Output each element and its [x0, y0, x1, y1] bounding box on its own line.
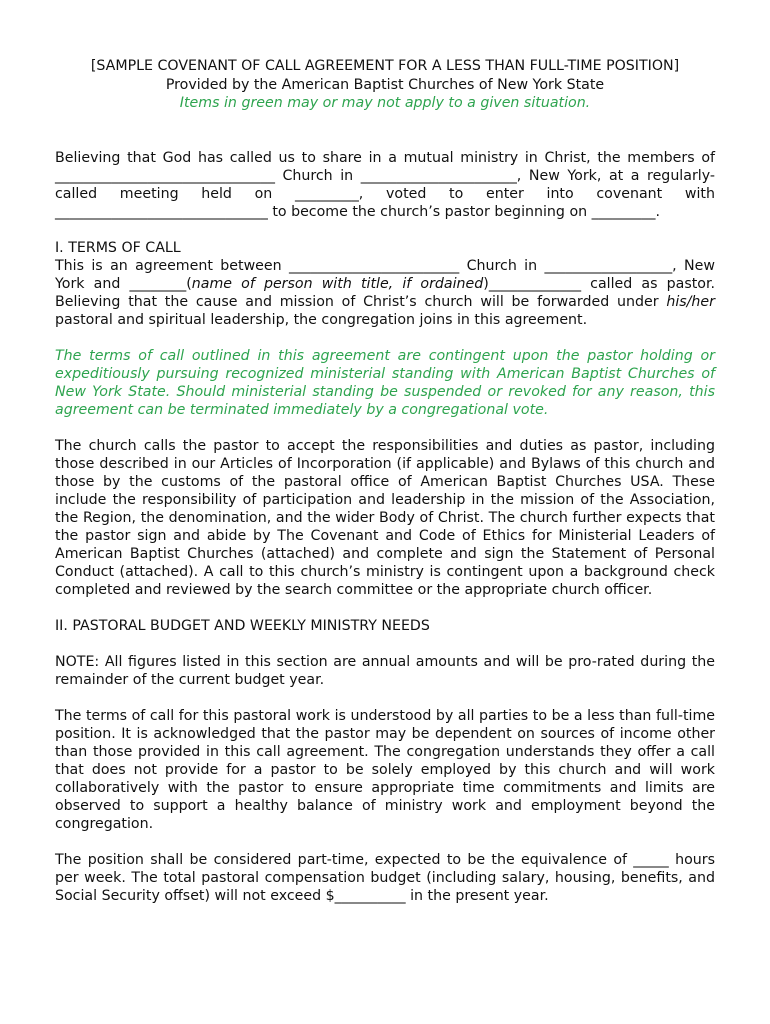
responsibilities-paragraph: The church calls the pastor to accept the responsibilities and duties as pastor, including those described in our Articles of Incorporation (if applicable) and Bylaws of this church and those by the customs of the pastoral office of American Baptist Churches USA. These include the responsibility of participation and leadership in the mission of the Association, the Region, the denomination, and the wider Body of Christ. The church further expects that the pastor sign and abide by The Covenant and Code of Ethics for Ministerial Leaders of American Baptist Churches (attached) and complete and sign the Statement of Personal Conduct (attached). A call to this church’s ministry is contingent upon a background check completed and reviewed by the search committee or the appropriate church officer. [55, 437, 715, 598]
section-heading-terms-of-call: I. TERMS OF CALL [55, 239, 181, 256]
document-header [55, 57, 715, 113]
compensation-paragraph: The position shall be considered part-time, expected to be the equivalence of _____ hours per week. The total pastoral compensation budget (including salary, housing, benefits, and Social Security offset) will not exceed $__________ in the present year. [55, 851, 715, 904]
document-provider: Provided by the American Baptist Churches of New York State [165, 76, 605, 93]
green-note: Items in green may or may not apply to a given situation. [179, 95, 591, 111]
agreement-text-a: This is an agreement between ________________________ Church in __________________, New York and ________( [55, 257, 715, 292]
agreement-italic-pronoun: his/her [666, 293, 715, 310]
document-title: [SAMPLE COVENANT OF CALL AGREEMENT FOR A LESS THAN FULL-TIME POSITION] [90, 58, 680, 74]
agreement-italic-name: name of person with title, if ordained [191, 275, 484, 292]
intro-paragraph: Believing that God has called us to share in a mutual ministry in Christ, the members of _______________________________ Church in ______________________, New York, at a regularly-called meeting held on _________, voted to enter into covenant with ______________________________ to become the church’s pastor beginning on _________. [55, 149, 715, 220]
part-time-terms-paragraph: The terms of call for this pastoral work is understood by all parties to be a less than full-time position. It is acknowledged that the pastor may be dependent on sources of income other than those provided in this call agreement. The congregation understands they offer a call that does not provide for a pastor to be solely employed by this church and will work collaboratively with the pastor to ensure appropriate time commitments and limits are observed to support a healthy balance of ministry work and employment beyond the congregation. [55, 707, 715, 832]
ministerial-standing-paragraph: The terms of call outlined in this agreement are contingent upon the pastor holding or expeditiously pursuing recognized ministerial standing with American Baptist Churches of New York State. Should ministerial standing be suspended or revoked for any reason, this agreement can be terminated immediately by a congregational vote. [55, 347, 715, 418]
agreement-paragraph [55, 257, 715, 329]
budget-note-paragraph: NOTE: All figures listed in this section are annual amounts and will be pro-rated during the remainder of the current budget year. [55, 653, 715, 688]
agreement-text-b: )_____________ called as pastor. Believing that the cause and mission of Christ’s church will be forwarded under [55, 275, 716, 310]
agreement-text-c: pastoral and spiritual leadership, the congregation joins in this agreement. [55, 311, 588, 328]
section-heading-pastoral-budget: II. PASTORAL BUDGET AND WEEKLY MINISTRY NEEDS [55, 617, 430, 634]
